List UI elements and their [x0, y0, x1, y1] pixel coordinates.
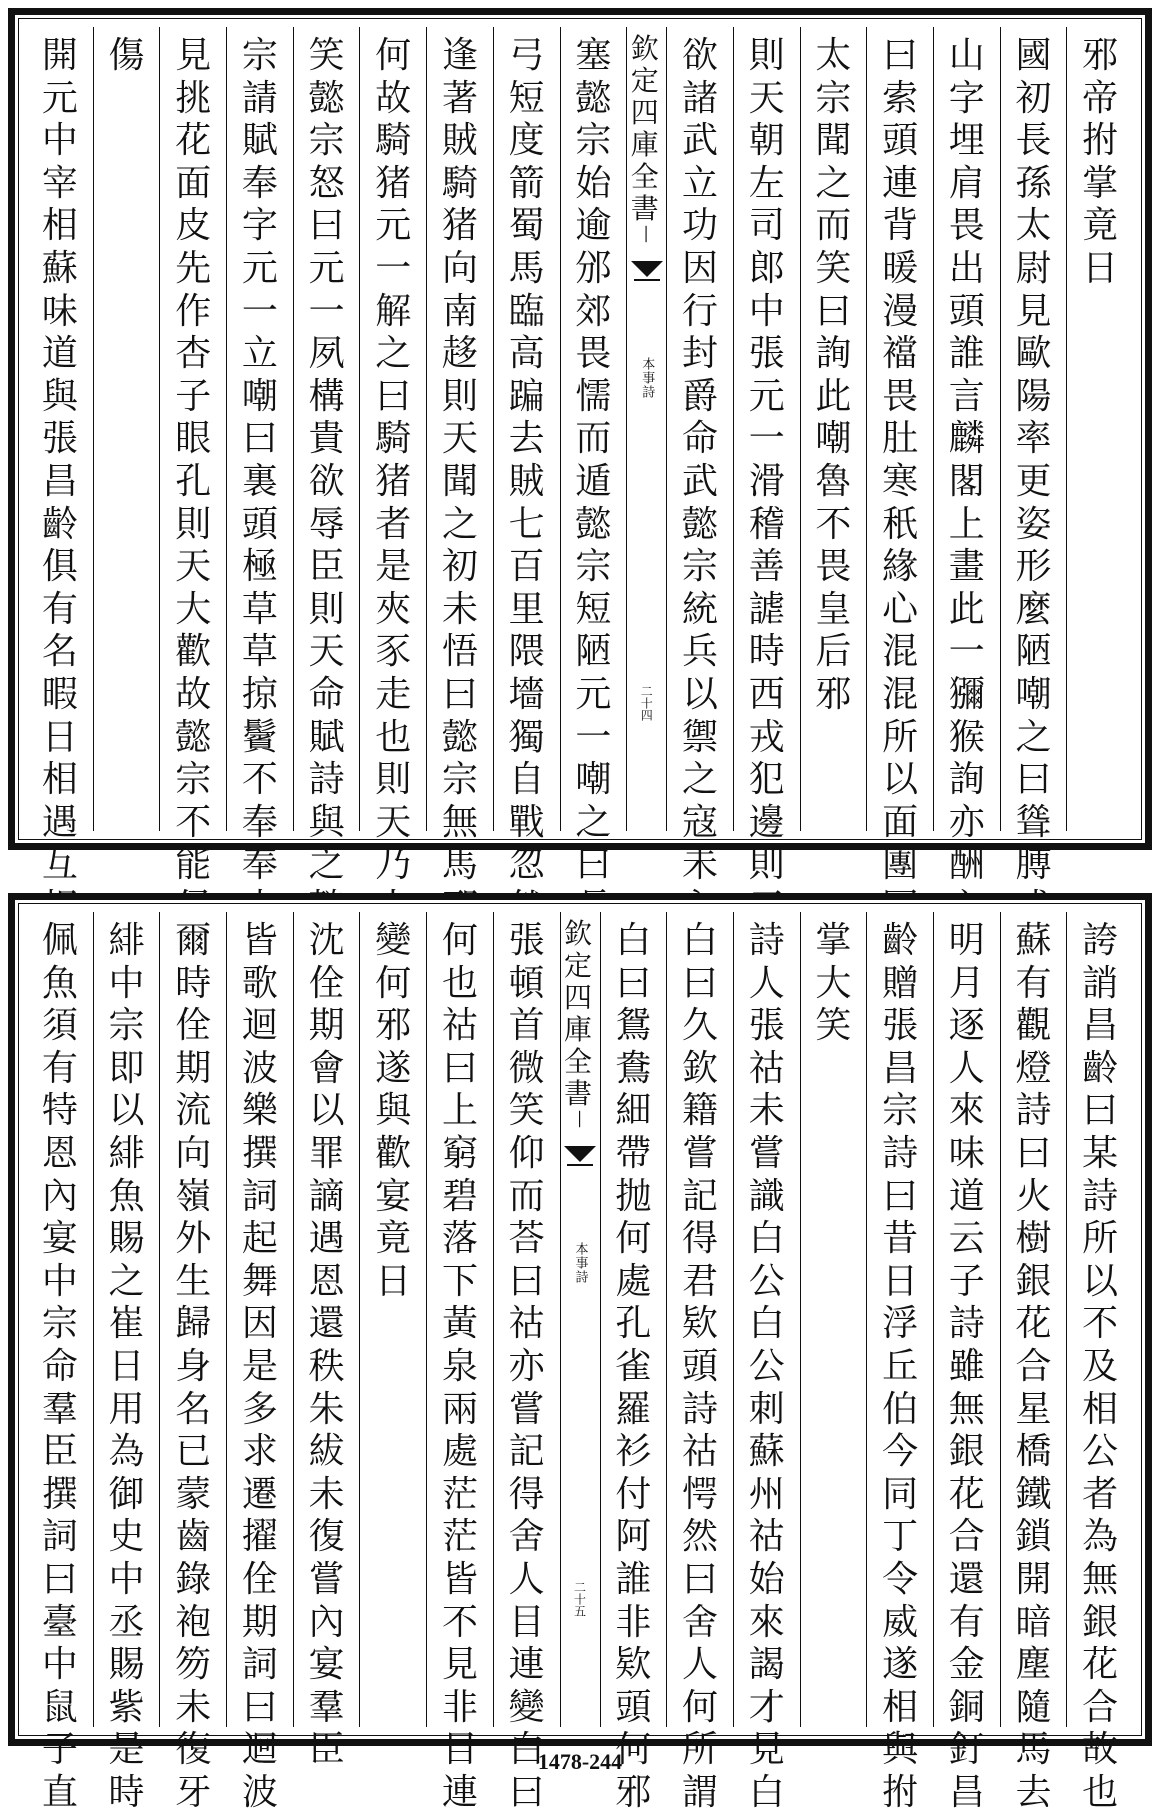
text-column: 塞 懿 宗 始 逾 邠 郊 畏 懦 而 遁 懿 宗 短 陋 元 一 嘲 之 曰 — [560, 27, 627, 831]
page-upper — [8, 8, 1152, 886]
margin-section: 本事詩 — [572, 1242, 588, 1284]
text-columns-upper — [27, 27, 1133, 886]
center-margin — [560, 912, 600, 1727]
text-column: 逢 著 賊 騎 猪 向 南 趍 則 天 聞 之 初 未 悟 曰 懿 宗 無 馬 — [426, 27, 493, 831]
text-column: 張 頓 首 微 笑 仰 而 荅 曰 祜 亦 嘗 記 得 舍 人 目 連 變 白 曰 — [493, 912, 560, 1727]
text-column: 笑 懿 宗 怒 曰 元 一 夙 構 貴 欲 辱 臣 則 天 命 賦 詩 與 之 — [293, 27, 360, 831]
page-number: 1478-244 — [537, 1749, 623, 1774]
text-column: 蘇 有 觀 燈 詩 曰 火 樹 銀 花 合 星 橋 鐵 鎖 開 暗 塵 隨 馬 去 — [1000, 912, 1067, 1727]
text-column: 爾 時 佺 期 流 向 嶺 外 生 歸 身 名 已 蒙 齒 錄 袍 笏 未 復 牙 — [159, 912, 226, 1727]
fish-tail-mark — [564, 1146, 596, 1162]
fish-tail-line — [567, 1164, 593, 1166]
text-column: 掌 大 笑 — [800, 912, 867, 1727]
fish-tail-line — [634, 279, 660, 281]
text-column: 曰 索 頭 連 背 暖 漫 襠 畏 肚 寒 秖 緣 心 混 混 所 以 面 團 — [866, 27, 933, 831]
fish-tail-mark — [631, 261, 663, 277]
text-column: 明 月 逐 人 來 味 道 云 子 詩 雖 無 銀 花 合 還 有 金 銅 釘 昌 — [933, 912, 1000, 1727]
text-column: 白 曰 鴛 鴦 細 帶 抛 何 處 孔 雀 羅 衫 付 阿 誰 非 欵 頭 何 邪 — [600, 912, 667, 1727]
margin-title: 欽 定 四 庫 全 書 — — [630, 32, 659, 243]
text-column: 何 故 騎 猪 元 一 解 之 曰 騎 猪 者 是 夾 豕 走 也 則 天 乃 — [359, 27, 426, 831]
text-column: 邪 帝 拊 掌 竟 日 — [1066, 27, 1133, 831]
center-margin — [626, 27, 666, 831]
text-column: 變 何 邪 遂 與 歡 宴 竟 日 — [359, 912, 426, 1727]
text-column: 國 初 長 孫 太 尉 見 歐 陽 率 更 姿 形 麼 陋 嘲 之 曰 聳 膊 — [1000, 27, 1067, 831]
text-column: 弓 短 度 箭 蜀 馬 臨 高 蹁 去 賊 七 百 里 隈 墻 獨 自 戰 忽 — [493, 27, 560, 831]
text-column: 白 曰 久 欽 籍 嘗 記 得 君 欵 頭 詩 祜 愕 然 曰 舍 人 何 所 謂 — [666, 912, 733, 1727]
text-column: 齡 贈 張 昌 宗 詩 曰 昔 日 浮 丘 伯 今 同 丁 令 威 遂 相 與 拊 — [866, 912, 933, 1727]
text-column: 詩 人 張 祜 未 嘗 識 白 公 白 公 刺 蘇 州 祜 始 來 謁 才 見 白 — [733, 912, 800, 1727]
margin-section: 本事詩 — [639, 357, 655, 399]
margin-folio: 二十四 — [639, 685, 654, 721]
text-column: 傷 — [93, 27, 160, 831]
text-column: 則 天 朝 左 司 郎 中 張 元 一 滑 稽 善 謔 時 西 戎 犯 邊 則 — [733, 27, 800, 831]
text-column: 太 宗 聞 之 而 笑 曰 詢 此 嘲 魯 不 畏 皇 后 邪 — [800, 27, 867, 831]
text-column: 山 字 埋 肩 畏 出 頭 誰 言 麟 閣 上 畫 此 一 獼 猴 詢 亦 酬 — [933, 27, 1000, 831]
text-column: 沈 佺 期 會 以 罪 謫 遇 恩 還 秩 朱 紱 未 復 嘗 內 宴 羣 臣 — [293, 912, 360, 1727]
margin-title: 欽 定 四 庫 全 書 — — [564, 917, 593, 1128]
text-column: 見 挑 花 面 皮 先 作 杏 子 眼 孔 則 天 大 歡 故 懿 宗 不 能 — [159, 27, 226, 831]
text-column: 誇 誚 昌 齡 曰 某 詩 所 以 不 及 相 公 者 為 無 銀 花 合 故 也 — [1066, 912, 1133, 1727]
text-column: 欲 諸 武 立 功 因 行 封 爵 命 武 懿 宗 統 兵 以 禦 之 寇 未 — [666, 27, 733, 831]
text-column: 何 也 祜 曰 上 窮 碧 落 下 黃 泉 兩 處 茫 茫 皆 不 見 非 目 連 — [426, 912, 493, 1727]
text-column: 宗 請 賦 奉 字 元 一 立 嘲 曰 裏 頭 極 草 草 掠 鬢 不 奉 奉 — [226, 27, 293, 831]
text-column: 佩 魚 須 有 特 恩 內 宴 中 宗 命 羣 臣 撰 詞 曰 臺 中 鼠 子 直 — [41, 920, 78, 1813]
text-column: 開 元 中 宰 相 蘇 味 道 與 張 昌 齡 俱 有 名 暇 日 相 遇 互 — [41, 35, 78, 886]
margin-folio: 二十五 — [572, 1581, 587, 1617]
text-column: 皆 歌 迴 波 樂 撰 詞 起 舞 因 是 多 求 遷 擢 佺 期 詞 曰 迴 波 — [226, 912, 293, 1727]
text-column: 緋 中 宗 即 以 緋 魚 賜 之 崔 日 用 為 御 史 中 丞 賜 紫 是 時 — [93, 912, 160, 1727]
